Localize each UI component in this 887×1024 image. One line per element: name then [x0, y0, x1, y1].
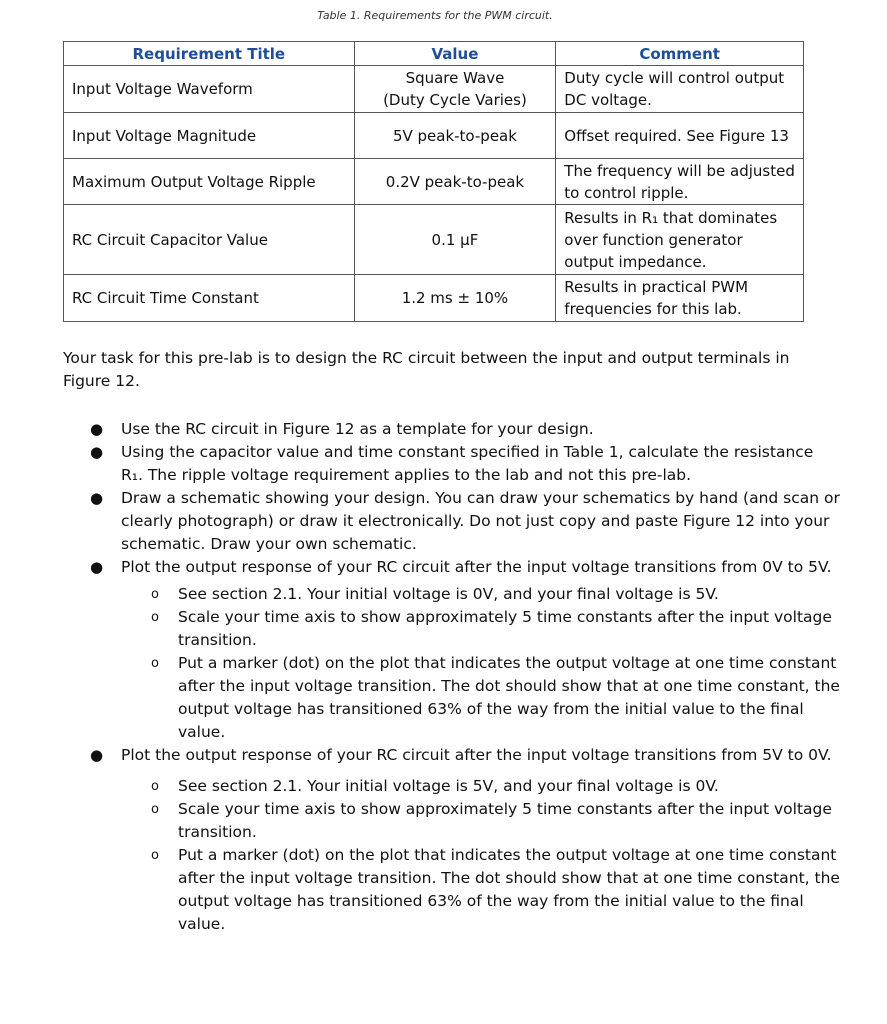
sub-bullet-marker: o: [151, 610, 159, 625]
list-item: [0, 441, 840, 487]
task-list: [0, 418, 840, 936]
intro-paragraph: Your task for this pre-lab is to design the RC circuit between the input and output terminals in Figure 12.: [63, 349, 790, 390]
header-comment: Comment: [556, 42, 804, 66]
sub-list-item: [121, 775, 840, 798]
requirements-table: [63, 41, 804, 322]
list-item-text: Plot the output response of your RC circuit after the input voltage transitions from 0V to 5V.: [121, 558, 832, 576]
table-row: [64, 205, 804, 275]
row-comment: Offset required. See Figure 13: [556, 113, 804, 159]
row-value: 5V peak-to-peak: [354, 113, 556, 159]
header-value: Value: [354, 42, 556, 66]
sub-item-text: See section 2.1. Your initial voltage is 5V, and your final voltage is 0V.: [178, 777, 719, 795]
sub-item-text: See section 2.1. Your initial voltage is 0V, and your final voltage is 5V.: [178, 585, 719, 603]
list-item-text: Plot the output response of your RC circuit after the input voltage transitions from 5V to 0V.: [121, 746, 832, 764]
sub-bullet-marker: o: [151, 779, 159, 794]
sub-list-item: [121, 583, 840, 606]
sub-item-text: Put a marker (dot) on the plot that indicates the output voltage at one time constant after the input voltage transition. The dot should show that at one time constant, the output voltage has transitioned 63% of the way from the initial value to the final value.: [178, 846, 840, 933]
value-line: (Duty Cycle Varies): [383, 91, 527, 109]
row-value: 1.2 ms ± 10%: [354, 275, 556, 322]
bullet-marker: ●: [90, 443, 104, 461]
list-item-text: Use the RC circuit in Figure 12 as a template for your design.: [121, 420, 594, 438]
row-title: RC Circuit Time Constant: [64, 275, 355, 322]
sub-bullet-marker: o: [151, 848, 159, 863]
table-row: [64, 159, 804, 205]
sub-list: [121, 583, 840, 744]
list-item: [0, 556, 840, 744]
table-caption: Table 1. Requirements for the PWM circuit.: [317, 9, 553, 22]
sub-bullet-marker: o: [151, 802, 159, 817]
row-value: [354, 66, 556, 113]
table-row: [64, 113, 804, 159]
sub-list: [121, 775, 840, 936]
row-value: 0.1 μF: [354, 205, 556, 275]
list-item: [0, 418, 840, 441]
row-title: RC Circuit Capacitor Value: [64, 205, 355, 275]
sub-item-text: Scale your time axis to show approximately 5 time constants after the input voltage transition.: [178, 608, 832, 649]
bullet-marker: ●: [90, 558, 104, 576]
sub-list-item: [121, 798, 840, 844]
bullet-marker: ●: [90, 420, 104, 438]
row-comment: Results in practical PWM frequencies for this lab.: [556, 275, 804, 322]
row-title: Input Voltage Waveform: [64, 66, 355, 113]
bullet-marker: ●: [90, 746, 104, 764]
table-row: [64, 275, 804, 322]
list-item-text: Draw a schematic showing your design. You can draw your schematics by hand (and scan or clearly photograph) or draw it electronically. Do not just copy and paste Figure 12 into your schematic. Draw your own schematic.: [121, 489, 840, 553]
sub-list-item: [121, 844, 840, 936]
row-comment: The frequency will be adjusted to control ripple.: [556, 159, 804, 205]
header-requirement-title: Requirement Title: [64, 42, 355, 66]
row-title: Input Voltage Magnitude: [64, 113, 355, 159]
row-value: 0.2V peak-to-peak: [354, 159, 556, 205]
row-comment: Results in R₁ that dominates over function generator output impedance.: [556, 205, 804, 275]
sub-item-text: Scale your time axis to show approximately 5 time constants after the input voltage transition.: [178, 800, 832, 841]
value-line: Square Wave: [405, 69, 505, 87]
sub-list-item: [121, 652, 840, 744]
list-item-text: Using the capacitor value and time constant specified in Table 1, calculate the resistance R₁. The ripple voltage requirement applies to the lab and not this pre-lab.: [121, 443, 814, 484]
row-comment: Duty cycle will control output DC voltage.: [556, 66, 804, 113]
list-item: [0, 487, 840, 556]
sub-bullet-marker: o: [151, 656, 159, 671]
row-title: Maximum Output Voltage Ripple: [64, 159, 355, 205]
sub-item-text: Put a marker (dot) on the plot that indicates the output voltage at one time constant after the input voltage transition. The dot should show that at one time constant, the output voltage has transitioned 63% of the way from the initial value to the final value.: [178, 654, 840, 741]
table-header-row: [64, 42, 804, 66]
bullet-marker: ●: [90, 489, 104, 507]
list-item: [0, 744, 840, 936]
sub-bullet-marker: o: [151, 587, 159, 602]
table-row: [64, 66, 804, 113]
sub-list-item: [121, 606, 840, 652]
